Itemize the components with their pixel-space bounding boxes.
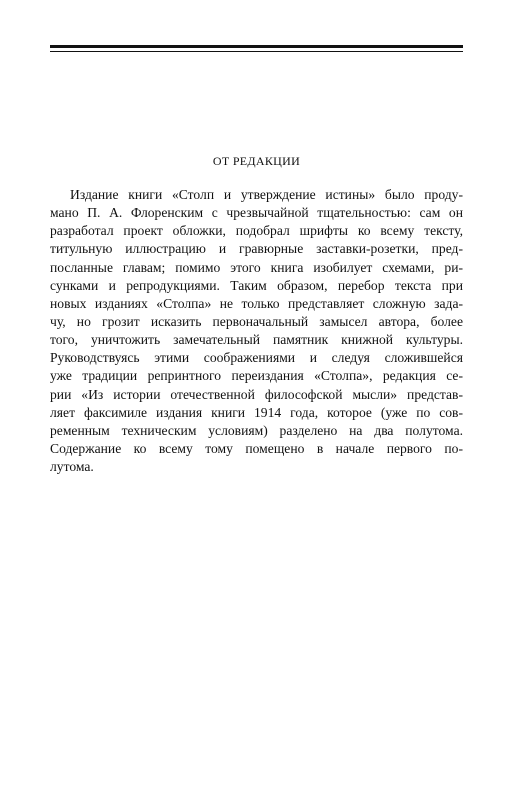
text-line: Содержание ко всему тому помещено в начале первого по- xyxy=(50,440,463,456)
text-line: ременным техническим условиям) разделено на два полутома. xyxy=(50,422,463,438)
text-line: лутома. xyxy=(50,459,94,475)
text-line: уже традиции репринтного переиздания «Столпа», редакция се- xyxy=(50,368,463,384)
editorial-note-body xyxy=(50,186,463,476)
text-line: того, уничтожить замечательный памятник книжной культуры. xyxy=(50,332,463,348)
header-rule-thin xyxy=(50,51,463,52)
header-rule-thick xyxy=(50,45,463,48)
text-line: разработал проект обложки, подобрал шрифты ко всему тексту, xyxy=(50,223,463,239)
text-line: Издание книги «Столп и утверждение истины» было проду- xyxy=(70,187,463,202)
text-line: титульную иллюстрацию и гравюрные заставки-розетки, пред- xyxy=(50,241,463,257)
text-line: ляет факсимиле издания книги 1914 года, которое (уже по сов- xyxy=(50,404,463,420)
text-line: сунками и репродукциями. Таким образом, перебор текста при xyxy=(50,277,463,293)
text-line: посланные главам; помимо этого книга изобилует схемами, ри- xyxy=(50,259,463,275)
text-line: чу, но грозит исказить первоначальный замысел автора, более xyxy=(50,313,463,329)
text-line: мано П. А. Флоренским с чрезвычайной тщательностью: сам он xyxy=(50,205,463,221)
text-line: Руководствуясь этими соображениями и следуя сложившейся xyxy=(50,350,463,366)
text-line: новых изданиях «Столпа» не только представляет сложную зада- xyxy=(50,295,463,311)
section-heading: ОТ РЕДАКЦИИ xyxy=(212,154,301,168)
text-line: рии «Из истории отечественной философской мысли» представ- xyxy=(50,386,463,402)
